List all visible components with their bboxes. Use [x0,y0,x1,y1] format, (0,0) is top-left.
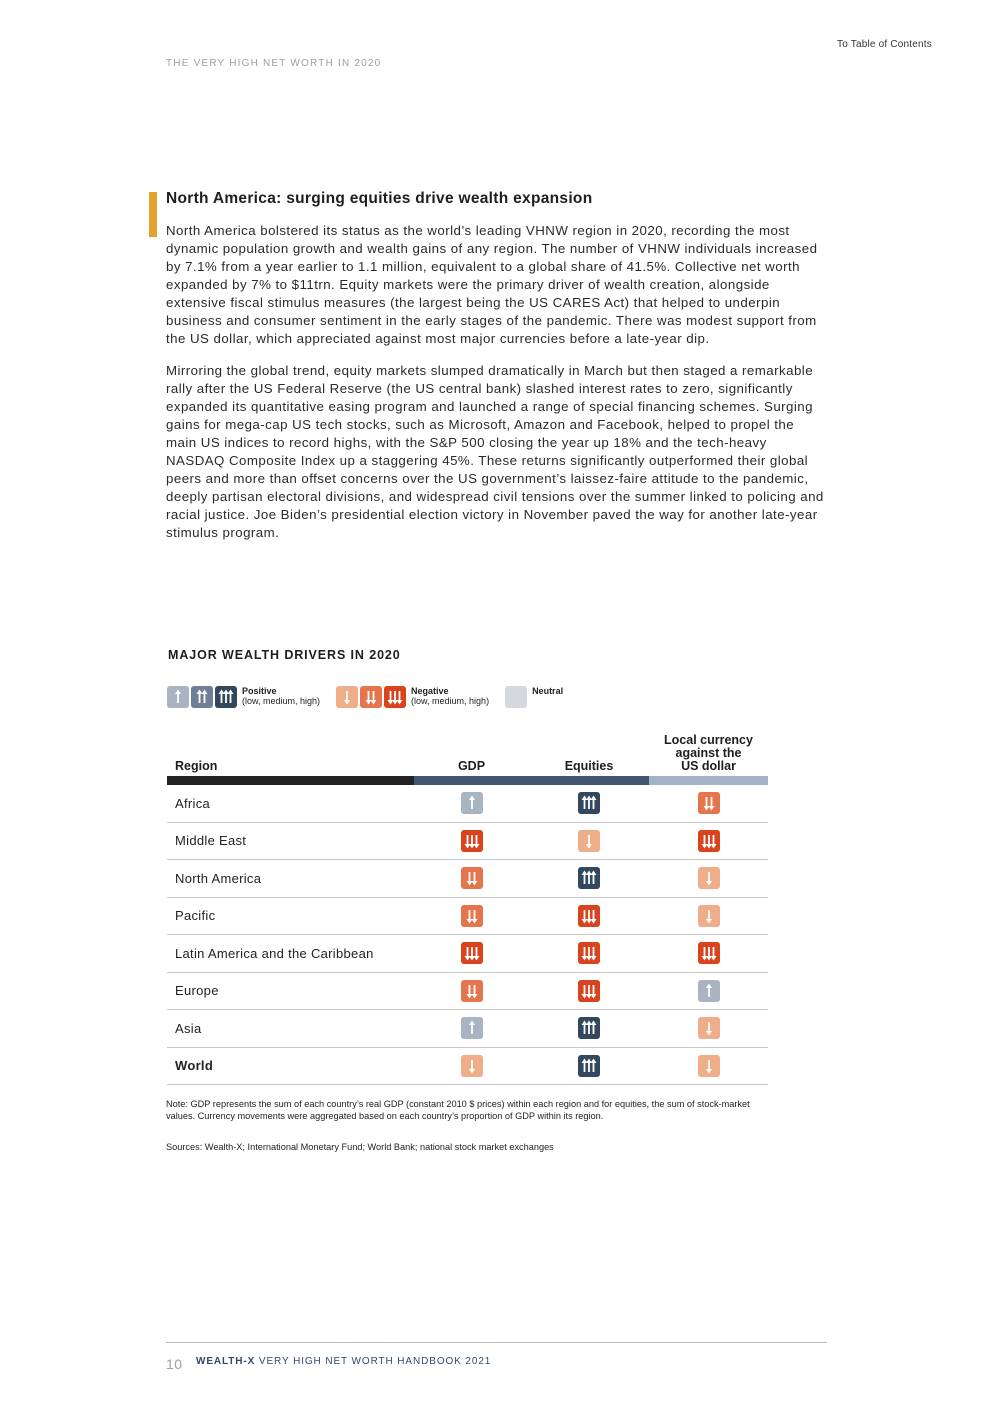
gdp-cell [414,867,529,889]
legend-positive-label: Positive [242,686,277,696]
region-cell: Asia [175,1020,202,1036]
arrow-down-medium-icon [360,686,382,708]
currency-cell [649,905,768,927]
currency-cell [649,792,768,814]
arrow-down-low-icon [698,867,720,889]
arrow-down-medium-icon [698,792,720,814]
gdp-cell [414,1017,529,1039]
footer-rule [166,1342,827,1343]
arrow-down-high-icon [578,942,600,964]
arrow-up-low-icon [698,980,720,1002]
page-number: 10 [166,1356,183,1372]
table-row [167,1010,768,1048]
arrow-down-low-icon [461,1055,483,1077]
equities-cell [529,1055,649,1077]
arrow-down-low-icon [336,686,358,708]
arrow-down-high-icon [384,686,406,708]
equities-cell [529,830,649,852]
arrow-down-low-icon [698,905,720,927]
legend-positive-sub: (low, medium, high) [242,696,321,706]
arrow-up-medium-icon [191,686,213,708]
paragraph-1: North America bolstered its status as the world’s leading VHNW region in 2020, recording the most dynamic population growth and wealth gains of any region. The number of VHNW individuals increased by 7.1% from a year earlier to 1.1 million, equivalent to a global share of 41.5%. Collective net worth expanded by 7% to $11trn. Equity markets were the primary driver of wealth creation, alongside extensive fiscal stimulus measures (the largest being the US CARES Act) that helped to underpin business and consumer sentiment in the early stages of the pandemic. There was modest support from the US dollar, which appreciated against most major currencies before a late-year dip. [166,223,818,346]
table-row [167,898,768,936]
arrow-down-high-icon [578,980,600,1002]
arrow-up-high-icon [215,686,237,708]
equities-cell [529,980,649,1002]
gdp-cell [414,792,529,814]
column-header-region: Region [175,759,218,773]
wealth-drivers-table [167,726,768,1085]
accent-bar [149,192,157,237]
currency-cell [649,1017,768,1039]
currency-cell [649,1055,768,1077]
arrow-up-low-icon [167,686,189,708]
arrow-down-low-icon [698,1055,720,1077]
gdp-cell [414,905,529,927]
legend-neutral-label: Neutral [532,686,564,696]
footer-title [196,1356,491,1367]
header-bar-currency [649,776,768,785]
currency-cell [649,867,768,889]
table-row [167,823,768,861]
neutral-square-icon [505,686,527,708]
column-header-gdp: GDP [457,759,486,773]
arrow-down-medium-icon [461,980,483,1002]
table-row [167,1048,768,1086]
table-title: MAJOR WEALTH DRIVERS IN 2020 [168,648,401,662]
region-cell: Pacific [175,908,216,924]
region-cell: World [175,1058,214,1074]
header-bar-gdp-equities [414,776,649,785]
arrow-down-low-icon [698,1017,720,1039]
equities-cell [529,942,649,964]
currency-cell [649,942,768,964]
equities-cell [529,1017,649,1039]
legend-negative-sub: (low, medium, high) [411,696,490,706]
gdp-cell [414,980,529,1002]
region-cell: Latin America and the Caribbean [175,945,374,961]
gdp-cell [414,1055,529,1077]
gdp-cell [414,830,529,852]
arrow-up-low-icon [461,1017,483,1039]
header-bar-region [167,776,414,785]
column-header-equities: Equities [564,759,614,773]
arrow-up-high-icon [578,867,600,889]
footer-brand: WEALTH-X [196,1356,256,1367]
table-header [167,726,768,776]
arrow-up-high-icon [578,792,600,814]
footer-handbook-title: VERY HIGH NET WORTH HANDBOOK 2021 [258,1356,492,1367]
table-row [167,785,768,823]
table-row [167,860,768,898]
arrow-down-low-icon [578,830,600,852]
table-body [167,785,768,1085]
table-row [167,973,768,1011]
legend-positive [167,686,320,708]
arrow-down-medium-icon [461,867,483,889]
arrow-up-high-icon [578,1017,600,1039]
arrow-down-high-icon [578,905,600,927]
table-row [167,935,768,973]
arrow-down-high-icon [461,830,483,852]
running-head: THE VERY HIGH NET WORTH IN 2020 [166,58,382,69]
column-header-currency [649,734,768,773]
north-america-section [166,190,826,556]
region-cell: Africa [175,795,211,811]
table-note: Note: GDP represents the sum of each country’s real GDP (constant 2010 $ prices) within each region and for equities, the sum of stock-market values. Currency movements were aggregated based on each country’s proportion of GDP within its region. [166,1099,750,1121]
currency-header-line-3: US dollar [681,759,736,773]
table-sources: Sources: Wealth-X; International Monetary Fund; World Bank; national stock market exchanges [166,1142,554,1152]
region-cell: North America [175,870,262,886]
arrow-down-medium-icon [461,905,483,927]
gdp-cell [414,942,529,964]
equities-cell [529,792,649,814]
currency-header-line-2: against the [675,746,742,760]
region-cell: Europe [175,983,219,999]
currency-header-line-1: Local currency [664,733,753,747]
equities-cell [529,905,649,927]
legend [167,686,563,708]
table-of-contents-link[interactable]: To Table of Contents [837,39,932,50]
currency-cell [649,980,768,1002]
arrow-down-high-icon [698,942,720,964]
paragraph-2: Mirroring the global trend, equity markets slumped dramatically in March but then staged a remarkable rally after the US Federal Reserve (the US central bank) slashed interest rates to zero, significantly expanded its quantitative easing program and launched a range of special financing schemes. Surging gains for mega-cap US tech stocks, such as Microsoft, Amazon and Facebook, helped to propel the main US indices to record highs, with the S&P 500 closing the year up 18% and the tech-heavy NASDAQ Composite Index up a staggering 45%. These returns significantly outperformed their global peers and more than offset concerns over the US government’s laissez-faire attitude to the pandemic, deeply partisan electoral divisions, and widespread civil tensions over the summer linked to policing and racial justice. Joe Biden’s presidential election victory in November paved the way for another late-year stimulus program. [166,363,824,540]
legend-neutral [505,686,563,708]
section-heading: North America: surging equities drive wealth expansion [166,190,593,207]
arrow-up-low-icon [461,792,483,814]
arrow-up-high-icon [578,1055,600,1077]
region-cell: Middle East [175,833,247,849]
currency-cell [649,830,768,852]
legend-negative [336,686,489,708]
legend-negative-label: Negative [411,686,449,696]
arrow-down-high-icon [461,942,483,964]
arrow-down-high-icon [698,830,720,852]
header-color-bars [167,776,768,785]
equities-cell [529,867,649,889]
